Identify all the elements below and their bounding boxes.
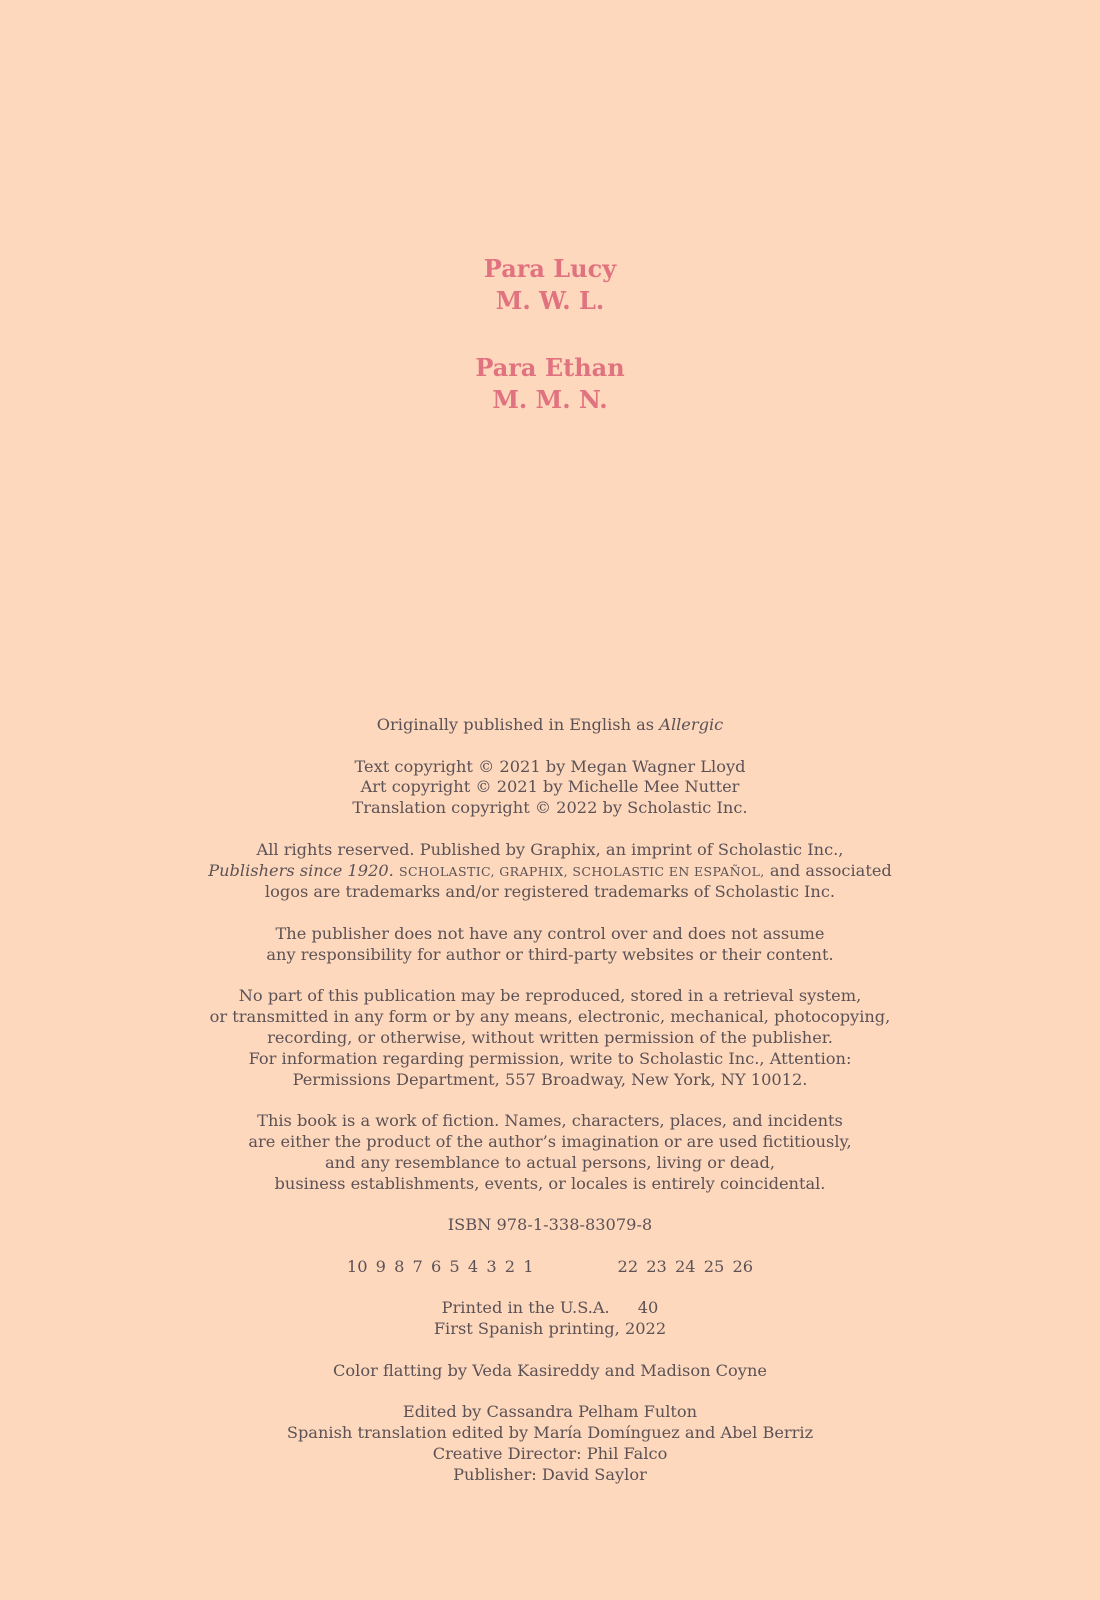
dedication-initials: M. W. L. (495, 286, 605, 315)
reproduction-3: recording, or otherwise, without written permission of the publisher. (267, 1027, 833, 1047)
dedication-name: Para Ethan (475, 353, 625, 382)
art-copyright: Art copyright © 2021 by Michelle Mee Nutter (360, 777, 740, 797)
rights-line-2 (0, 861, 1100, 883)
printing-line (0, 1257, 1100, 1278)
creative-director: Creative Director: Phil Falco (432, 1443, 668, 1463)
reproduction-2: or transmitted in any form or by any means, electronic, mechanical, photocopying, (209, 1007, 891, 1027)
edited-by: Edited by Cassandra Pelham Fulton (402, 1402, 698, 1422)
printed-code: 40 (637, 1298, 659, 1318)
dedication-initials: M. M. N. (492, 385, 608, 414)
rights-line-3: logos are trademarks and/or registered trademarks of Scholastic Inc. (264, 882, 836, 902)
publisher-control (0, 924, 1100, 966)
copyright-notices (0, 757, 1100, 819)
dedication-name: Para Lucy (483, 254, 617, 283)
reproduction-4: For information regarding permission, write to Scholastic Inc., Attention: (248, 1048, 852, 1068)
printing-years: 22 23 24 25 26 (617, 1256, 754, 1276)
original-title: Allergic (659, 715, 724, 734)
copyright-block (0, 715, 1100, 1506)
isbn: ISBN 978-1-338-83079-8 (447, 1215, 653, 1235)
printing-info (0, 1298, 1100, 1340)
reproduction-1: No part of this publication may be reproduced, stored in a retrieval system, (238, 986, 862, 1006)
fiction-2: are either the product of the author’s imagination or are used fictitiously, (248, 1131, 852, 1151)
credits (0, 1402, 1100, 1485)
translation-copyright: Translation copyright © 2022 by Scholastic Inc. (352, 798, 748, 818)
spanish-edited: Spanish translation edited by María Domínguez and Abel Berriz (286, 1423, 814, 1443)
rights-reserved (0, 840, 1100, 903)
fiction-4: business establishments, events, or locales is entirely coincidental. (274, 1173, 826, 1193)
rights-line-1: All rights reserved. Published by Graphix, an imprint of Scholastic Inc., (256, 839, 844, 859)
printed-in-line (0, 1298, 1100, 1319)
original-publication (0, 715, 1100, 736)
fiction-notice (0, 1111, 1100, 1194)
color-flatting: Color flatting by Veda Kasireddy and Madison Coyne (333, 1360, 767, 1380)
fiction-1: This book is a work of fiction. Names, characters, places, and incidents (257, 1111, 843, 1131)
text-copyright: Text copyright © 2021 by Megan Wagner Lloyd (354, 756, 746, 776)
printing-numbers: 10 9 8 7 6 5 4 3 2 1 (346, 1256, 534, 1276)
original-prefix: Originally published in English as (376, 715, 660, 734)
first-printing: First Spanish printing, 2022 (433, 1319, 667, 1339)
printed-in: Printed in the U.S.A. (441, 1298, 610, 1318)
dedication-lucy (0, 253, 1100, 317)
publisher-control-2: any responsibility for author or third-party websites or their content. (266, 944, 834, 964)
reproduction-notice (0, 986, 1100, 1090)
fiction-3: and any resemblance to actual persons, living or dead, (324, 1152, 776, 1172)
dedication-ethan (0, 352, 1100, 416)
reproduction-5: Permissions Department, 557 Broadway, New York, NY 10012. (292, 1069, 808, 1089)
publishers-since: Publishers since 1920. (208, 860, 394, 880)
rights-line-2-end: and associated (769, 860, 892, 880)
publisher-control-1: The publisher does not have any control over and does not assume (275, 923, 825, 943)
publisher: Publisher: David Saylor (453, 1464, 647, 1484)
trademark-names: SCHOLASTIC, GRAPHIX, SCHOLASTIC EN ESPAÑOL, (398, 863, 765, 879)
